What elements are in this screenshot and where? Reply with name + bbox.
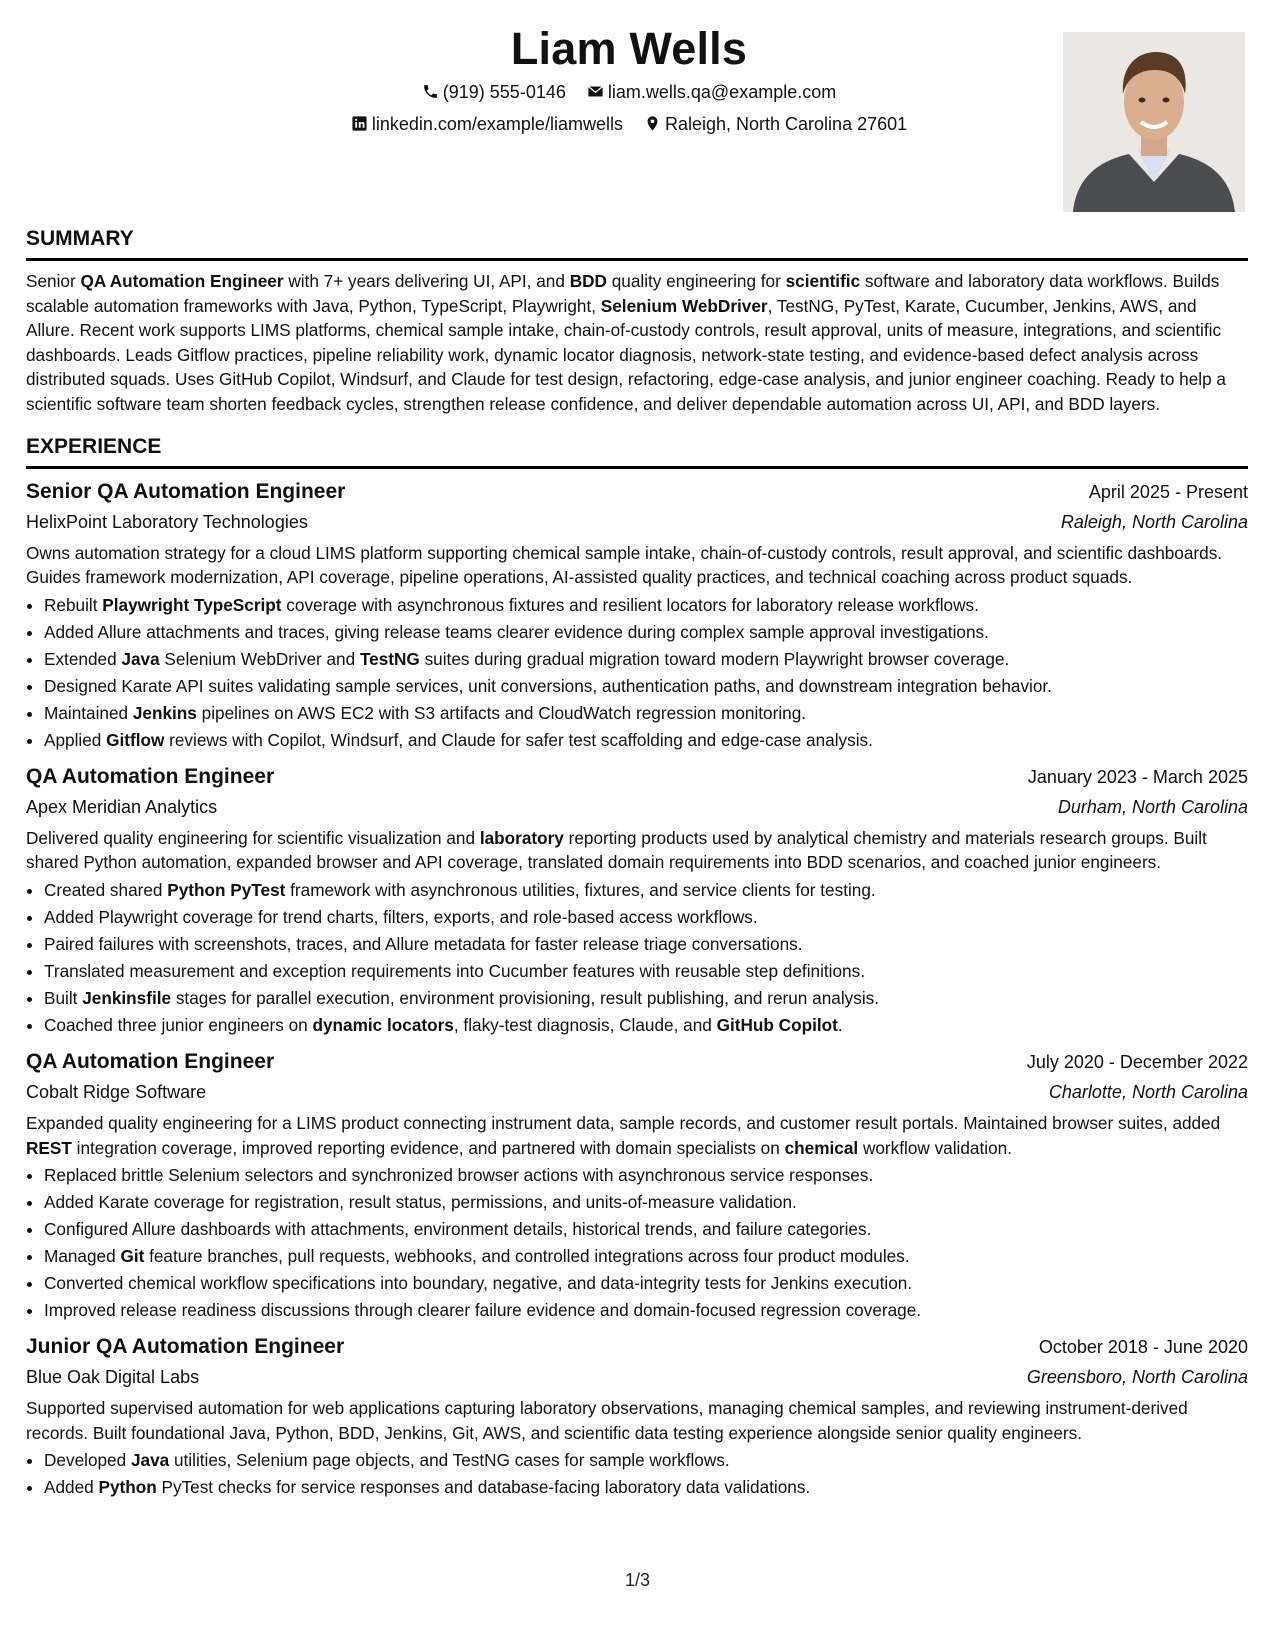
text-segment: Built bbox=[44, 987, 83, 1008]
job-description bbox=[26, 1396, 1248, 1445]
linkedin-icon bbox=[351, 115, 368, 132]
company-name: Blue Oak Digital Labs bbox=[26, 1367, 200, 1388]
job-dates: July 2020 - December 2022 bbox=[1026, 1051, 1248, 1072]
text-segment: PyTest checks for service responses and database-facing laboratory data validations. bbox=[156, 1477, 811, 1498]
summary-section bbox=[26, 226, 1248, 417]
job-location: Charlotte, North Carolina bbox=[1048, 1081, 1248, 1102]
text-segment: Maintained bbox=[44, 702, 133, 723]
job-title-row bbox=[26, 1047, 1248, 1077]
section-divider bbox=[26, 466, 1248, 469]
job-title-row bbox=[26, 477, 1248, 507]
job-title: QA Automation Engineer bbox=[26, 764, 275, 788]
bold-keyword: scientific bbox=[785, 271, 861, 291]
text-segment: Rebuilt bbox=[44, 594, 103, 615]
text-segment: , TestNG, PyTest, Karate, Cucumber, Jenkins, AWS, and Allure. Recent work supports LIMS platforms, chemical sample intake, chain-of-custody controls, result approval, units of measure, integrations, and scientific dashboards. Leads Gitflow practices, pipeline reliability work, dynamic locator diagnosis, network-state testing, and evidence-based defect analysis across distributed squads. Uses GitHub Copilot, Windsurf, and Claude for test design, refactoring, edge-case analysis, and junior engineer coaching. Ready to help a scientific software team shorten feedback cycles, strengthen release confidence, and deliver dependable automation across UI, API, and BDD layers. bbox=[26, 295, 1226, 414]
job-company-row bbox=[26, 792, 1248, 822]
job-entry bbox=[26, 1332, 1248, 1501]
text-segment: Added Karate coverage for registration, result status, permissions, and units-of-measure validation. bbox=[44, 1192, 797, 1213]
bullet-item bbox=[44, 877, 1248, 904]
bold-keyword: Java bbox=[121, 648, 160, 669]
bold-keyword: laboratory bbox=[479, 827, 564, 848]
phone-icon bbox=[422, 83, 439, 100]
bold-keyword: BDD bbox=[569, 271, 607, 291]
phone-contact bbox=[422, 80, 566, 104]
bold-keyword: QA Automation Engineer bbox=[80, 271, 284, 291]
bullet-item bbox=[44, 592, 1248, 619]
text-segment: reporting products used by analytical chemistry and materials research groups. Built shared Python automation, expanded browser and API coverage, translated domain requirements into BDD scenarios, and coached junior engineers. bbox=[26, 827, 1207, 873]
job-location: Raleigh, North Carolina bbox=[1060, 511, 1248, 532]
text-segment: Converted chemical workflow specifications into boundary, negative, and data-integrity tests for Jenkins execution. bbox=[44, 1273, 913, 1294]
bullet-item bbox=[44, 1162, 1248, 1189]
bullet-item bbox=[44, 958, 1248, 985]
job-description bbox=[26, 826, 1248, 875]
job-title: Senior QA Automation Engineer bbox=[26, 479, 346, 503]
bold-keyword: dynamic locators bbox=[312, 1014, 454, 1035]
bullet-item bbox=[44, 619, 1248, 646]
job-location: Greensboro, North Carolina bbox=[1026, 1367, 1248, 1388]
bullet-item bbox=[44, 1216, 1248, 1243]
job-bullets bbox=[26, 877, 1248, 1039]
text-segment: Configured Allure dashboards with attachments, environment details, historical trends, and failure categories. bbox=[44, 1219, 872, 1240]
company-name: HelixPoint Laboratory Technologies bbox=[26, 511, 308, 532]
text-segment: reviews with Copilot, Windsurf, and Claude for safer test scaffolding and edge-case analysis. bbox=[164, 729, 873, 750]
bold-keyword: Python PyTest bbox=[167, 879, 286, 900]
bold-keyword: Git bbox=[120, 1246, 145, 1267]
bold-keyword: Gitflow bbox=[106, 729, 165, 750]
text-segment: framework with asynchronous utilities, fixtures, and service clients for testing. bbox=[285, 879, 876, 900]
email-text: liam.wells.qa@example.com bbox=[607, 82, 837, 102]
text-segment: Developed bbox=[44, 1450, 131, 1471]
bullet-item bbox=[44, 1270, 1248, 1297]
text-segment: Applied bbox=[44, 729, 107, 750]
job-bullets bbox=[26, 1162, 1248, 1324]
envelope-icon bbox=[587, 83, 604, 100]
bold-keyword: chemical bbox=[784, 1137, 859, 1158]
bold-keyword: Jenkins bbox=[132, 702, 197, 723]
bold-keyword: Java bbox=[130, 1450, 170, 1471]
text-segment: workflow validation. bbox=[858, 1137, 1012, 1158]
job-location: Durham, North Carolina bbox=[1057, 796, 1248, 817]
job-description bbox=[26, 1111, 1248, 1160]
resume-content bbox=[26, 226, 1248, 1501]
text-segment: Extended bbox=[44, 648, 122, 669]
text-segment: Managed bbox=[44, 1246, 121, 1267]
section-divider bbox=[26, 258, 1248, 261]
text-segment: , flaky-test diagnosis, Claude, and bbox=[453, 1014, 717, 1035]
text-segment: Supported supervised automation for web applications capturing laboratory observations, managing chemical samples, and reviewing instrument-derived records. Built foundational Java, Python, BDD, Jenkins, Git, AWS, and scientific data testing experience alongside senior quality engineers. bbox=[26, 1398, 1188, 1443]
text-segment: Selenium WebDriver and bbox=[159, 648, 360, 669]
text-segment: Improved release readiness discussions through clearer failure evidence and domain-focused regression coverage. bbox=[44, 1300, 922, 1321]
bullet-item bbox=[44, 646, 1248, 673]
text-segment: Added bbox=[44, 1477, 99, 1498]
bullet-item bbox=[44, 1474, 1248, 1501]
bullet-item bbox=[44, 727, 1248, 754]
job-dates: October 2018 - June 2020 bbox=[1038, 1337, 1248, 1358]
bullet-item bbox=[44, 904, 1248, 931]
job-description bbox=[26, 541, 1248, 590]
jobs-list bbox=[26, 477, 1248, 1502]
experience-heading: EXPERIENCE bbox=[26, 434, 162, 458]
job-entry bbox=[26, 477, 1248, 754]
map-pin-icon bbox=[644, 115, 661, 132]
text-segment: Paired failures with screenshots, traces, and Allure metadata for faster release triage conversations. bbox=[44, 933, 803, 954]
bold-keyword: Jenkinsfile bbox=[82, 987, 172, 1008]
bullet-item bbox=[44, 1243, 1248, 1270]
profile-photo bbox=[1063, 32, 1245, 212]
bold-keyword: Playwright TypeScript bbox=[102, 594, 282, 615]
text-segment: Added Allure attachments and traces, giving release teams clearer evidence during complex sample approval investigations. bbox=[44, 621, 989, 642]
job-company-row bbox=[26, 507, 1248, 537]
bold-keyword: Selenium WebDriver bbox=[600, 295, 768, 316]
text-segment: Coached three junior engineers on bbox=[44, 1014, 313, 1035]
job-title-row bbox=[26, 1332, 1248, 1362]
text-segment: utilities, Selenium page objects, and TestNG cases for sample workflows. bbox=[169, 1450, 730, 1471]
text-segment: quality engineering for bbox=[606, 271, 786, 291]
bullet-item bbox=[44, 700, 1248, 727]
bullet-item bbox=[44, 673, 1248, 700]
location-contact bbox=[644, 112, 907, 136]
text-segment: Created shared bbox=[44, 879, 168, 900]
text-segment: Designed Karate API suites validating sample services, unit conversions, authentication paths, and downstream integration behavior. bbox=[44, 675, 1052, 696]
text-segment: stages for parallel execution, environment provisioning, result publishing, and rerun analysis. bbox=[171, 987, 880, 1008]
bullet-item bbox=[44, 1297, 1248, 1324]
text-segment: Owns automation strategy for a cloud LIMS platform supporting chemical sample intake, chain-of-custody controls, result approval, and scientific dashboards. Guides framework modernization, API coverage, pipeline operations, AI-assisted quality practices, and technical coaching across product squads. bbox=[26, 542, 1223, 588]
bold-keyword: Python bbox=[98, 1477, 157, 1498]
text-segment: integration coverage, improved reporting evidence, and partnered with domain specialists on bbox=[71, 1137, 785, 1158]
job-company-row bbox=[26, 1362, 1248, 1392]
job-bullets bbox=[26, 1447, 1248, 1501]
text-segment: pipelines on AWS EC2 with S3 artifacts and CloudWatch regression monitoring. bbox=[196, 702, 807, 723]
linkedin-text: linkedin.com/example/liamwells bbox=[371, 114, 623, 134]
text-segment: with 7+ years delivering UI, API, and bbox=[283, 271, 570, 291]
summary-text bbox=[26, 269, 1248, 417]
bullet-item bbox=[44, 1012, 1248, 1039]
job-bullets bbox=[26, 592, 1248, 754]
company-name: Cobalt Ridge Software bbox=[26, 1081, 207, 1102]
text-segment: feature branches, pull requests, webhooks, and controlled integrations across four product modules. bbox=[144, 1246, 910, 1267]
profile-portrait-icon bbox=[1063, 32, 1245, 212]
bullet-item bbox=[44, 985, 1248, 1012]
text-segment: . bbox=[837, 1014, 843, 1035]
text-segment: software and laboratory data workflows. Builds scalable automation frameworks with Java, Python, TypeScript, Playwright, bbox=[26, 271, 1220, 316]
summary-heading: SUMMARY bbox=[26, 227, 134, 250]
bullet-item bbox=[44, 931, 1248, 958]
text-segment: Expanded quality engineering for a LIMS product connecting instrument data, sample records, and customer result portals. Maintained browser suites, added bbox=[26, 1112, 1221, 1133]
text-segment: Delivered quality engineering for scientific visualization and bbox=[26, 827, 480, 848]
job-title: QA Automation Engineer bbox=[26, 1049, 275, 1073]
text-segment: Added Playwright coverage for trend charts, filters, exports, and role-based access workflows. bbox=[44, 906, 758, 927]
text-segment: Replaced brittle Selenium selectors and synchronized browser actions with asynchronous service responses. bbox=[44, 1165, 874, 1186]
text-segment: Senior bbox=[26, 271, 81, 291]
phone-text: (919) 555-0146 bbox=[442, 82, 566, 102]
location-text: Raleigh, North Carolina 27601 bbox=[664, 114, 908, 134]
text-segment: coverage with asynchronous fixtures and resilient locators for laboratory release workflows. bbox=[281, 594, 979, 615]
bold-keyword: GitHub Copilot bbox=[716, 1014, 838, 1035]
linkedin-contact[interactable] bbox=[351, 112, 623, 136]
job-entry bbox=[26, 1047, 1248, 1324]
page-number: 1/3 bbox=[624, 1570, 651, 1590]
job-dates: January 2023 - March 2025 bbox=[1027, 766, 1248, 787]
experience-section bbox=[26, 434, 1248, 1502]
bullet-item bbox=[44, 1189, 1248, 1216]
job-entry bbox=[26, 762, 1248, 1039]
job-company-row bbox=[26, 1077, 1248, 1107]
candidate-name: Liam Wells bbox=[510, 23, 748, 74]
job-title: Junior QA Automation Engineer bbox=[26, 1335, 345, 1359]
job-title-row bbox=[26, 762, 1248, 792]
text-segment: suites during gradual migration toward modern Playwright browser coverage. bbox=[419, 648, 1010, 669]
bullet-item bbox=[44, 1447, 1248, 1474]
company-name: Apex Meridian Analytics bbox=[26, 796, 218, 817]
text-segment: Translated measurement and exception requirements into Cucumber features with reusable step definitions. bbox=[44, 960, 865, 981]
email-contact[interactable] bbox=[587, 80, 836, 104]
bold-keyword: REST bbox=[26, 1137, 72, 1158]
bold-keyword: TestNG bbox=[359, 648, 420, 669]
job-dates: April 2025 - Present bbox=[1088, 481, 1248, 502]
